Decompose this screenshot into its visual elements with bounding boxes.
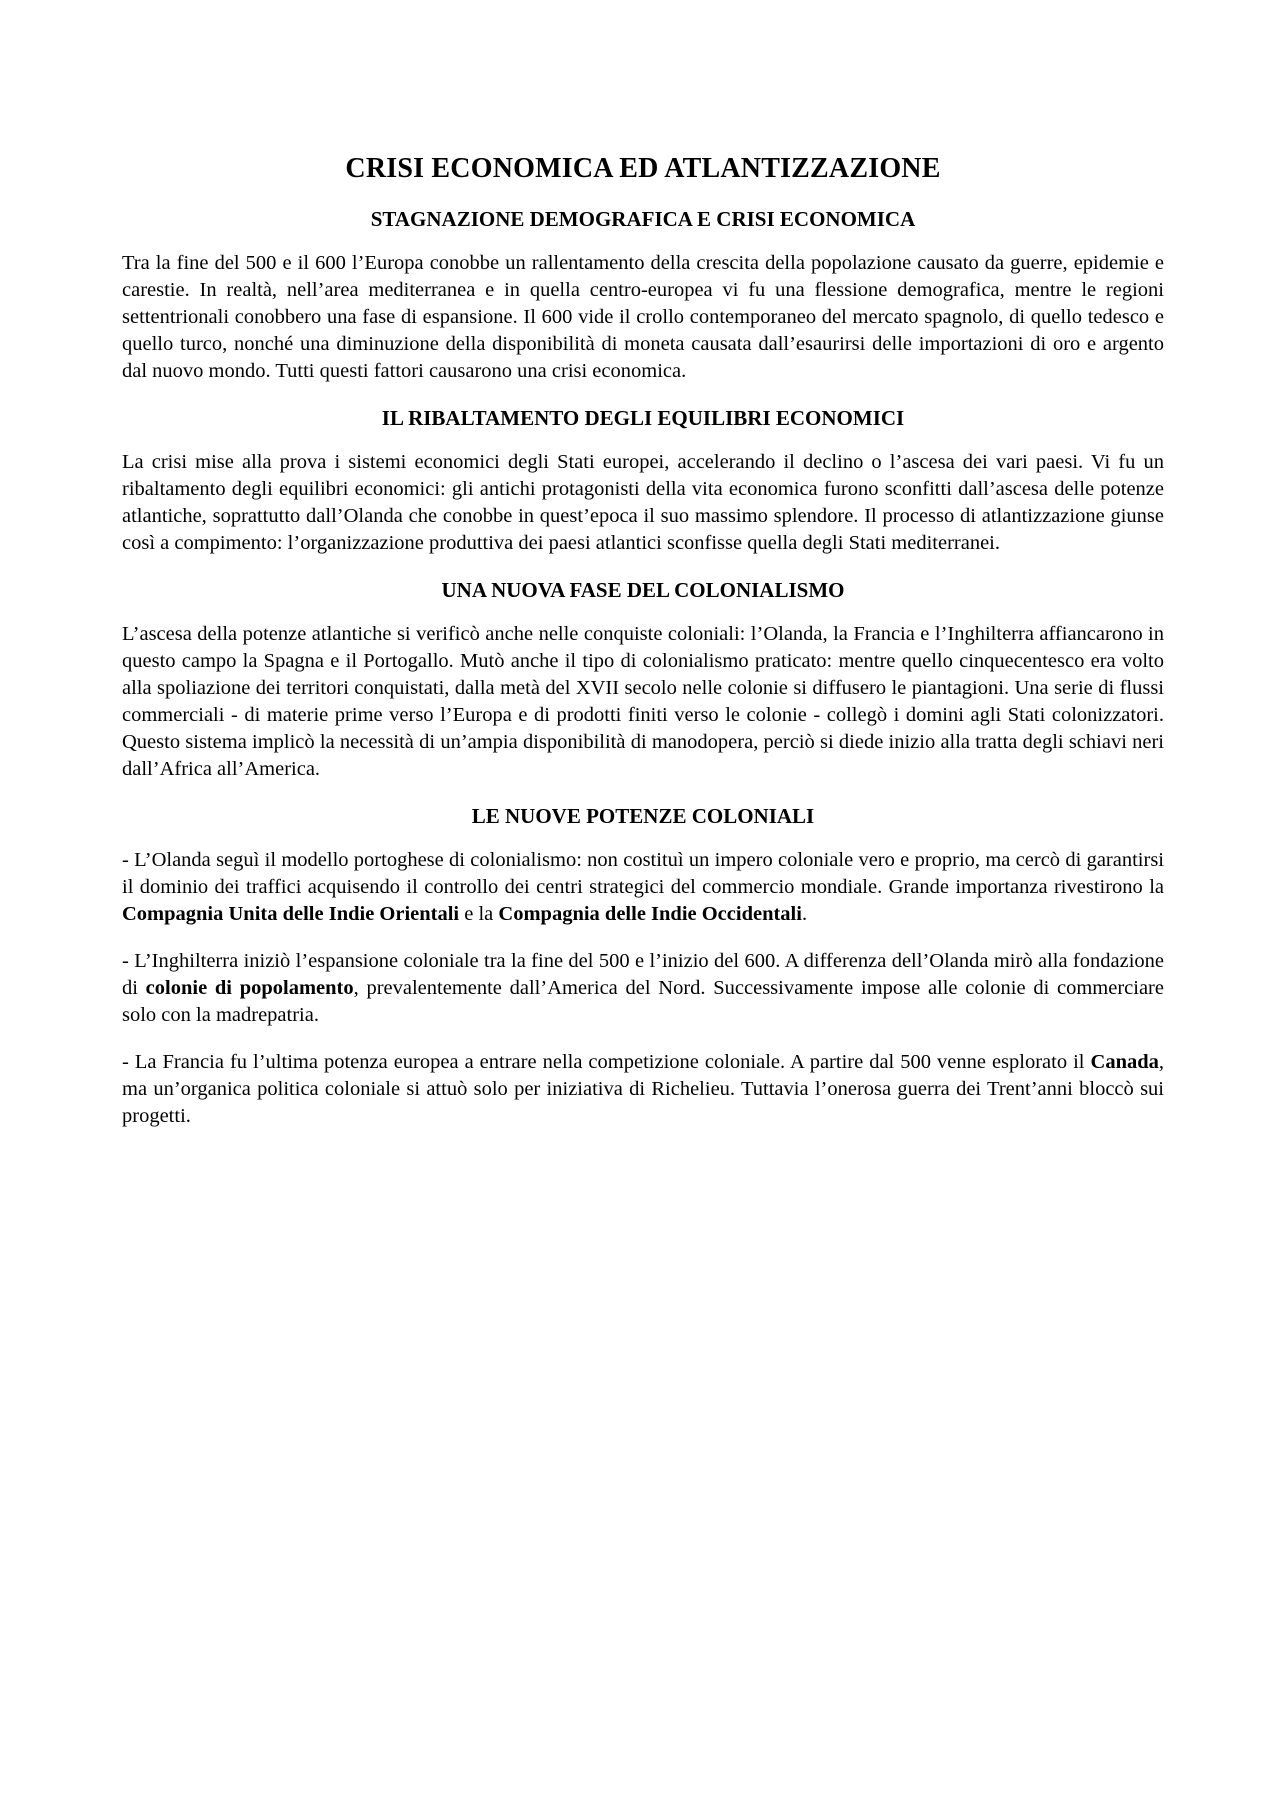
bold-term: Compagnia Unita delle Indie Orientali bbox=[122, 903, 460, 925]
document-title: CRISI ECONOMICA ED ATLANTIZZAZIONE bbox=[345, 153, 941, 184]
section-stagnazione bbox=[122, 206, 1164, 385]
section-heading: LE NUOVE POTENZE COLONIALI bbox=[471, 804, 815, 828]
section-heading: UNA NUOVA FASE DEL COLONIALISMO bbox=[441, 578, 845, 602]
section-paragraph: La crisi mise alla prova i sistemi economici degli Stati europei, accelerando il declino o l’ascesa dei vari paesi. Vi fu un ribaltamento degli equilibri economici: gli antichi protagonisti della vita economica furono sconfitti dall’ascesa delle potenze atlantiche, soprattutto dall’Olanda che conobbe in quest’epoca il suo massimo splendore. Il processo di atlantizzazione giunse così a compimento: l’organizzazione produttiva dei paesi atlantici sconfisse quella degli Stati mediterranei. bbox=[122, 451, 1164, 554]
text-run: , prevalentemente dall’America del Nord. Successivamente impose alle colonie di commerciare solo con la madrepatria. bbox=[122, 977, 1164, 1026]
section-paragraph: L’ascesa della potenze atlantiche si verificò anche nelle conquiste coloniali: l’Olanda, la Francia e l’Inghilterra affiancarono in questo campo la Spagna e il Portogallo. Mutò anche il tipo di colonialismo praticato: mentre quello cinquecentesco era volto alla spoliazione dei territori conquistati, dalla metà del XVII secolo nelle colonie si diffusero le piantagioni. Una serie di flussi commerciali - di materie prime verso l’Europa e di prodotti finiti verso le colonie - collegò i domini agli Stati colonizzatori. Questo sistema implicò la necessità di un’ampia disponibilità di manodopera, perciò si diede inizio alla tratta degli schiavi neri dall’Africa all’America. bbox=[122, 623, 1164, 780]
bold-term: Canada bbox=[1090, 1051, 1159, 1073]
paragraph-olanda bbox=[122, 847, 1164, 928]
section-heading: STAGNAZIONE DEMOGRAFICA E CRISI ECONOMICA bbox=[370, 207, 916, 231]
paragraph-inghilterra bbox=[122, 948, 1164, 1029]
bold-term: Compagnia delle Indie Occidentali bbox=[498, 903, 802, 925]
section-potenze-coloniali bbox=[122, 803, 1164, 1130]
paragraph-francia bbox=[122, 1049, 1164, 1130]
text-run: , ma un’organica politica coloniale si attuò solo per iniziativa di Richelieu. Tuttavia l’onerosa guerra dei Trent’anni bloccò sui progetti. bbox=[122, 1051, 1164, 1127]
text-run: e la bbox=[459, 903, 499, 925]
text-run: - L’Inghilterra iniziò l’espansione coloniale tra la fine del 500 e l’inizio del 600. A differenza dell’Olanda mirò alla fondazione di bbox=[122, 950, 1164, 999]
text-run: . bbox=[801, 903, 808, 925]
text-run: - L’Olanda seguì il modello portoghese di colonialismo: non costituì un impero coloniale vero e proprio, ma cercò di garantirsi il dominio dei traffici acquisendo il controllo dei centri strategici del commercio mondiale. Grande importanza rivestirono la bbox=[122, 849, 1164, 898]
bold-term: colonie di popolamento bbox=[145, 977, 354, 999]
section-ribaltamento bbox=[122, 405, 1164, 557]
text-run: - La Francia fu l’ultima potenza europea a entrare nella competizione coloniale. A partire dal 500 venne esplorato il bbox=[122, 1051, 1091, 1073]
section-colonialismo bbox=[122, 577, 1164, 783]
section-heading: IL RIBALTAMENTO DEGLI EQUILIBRI ECONOMICI bbox=[381, 406, 905, 430]
section-paragraph: Tra la fine del 500 e il 600 l’Europa conobbe un rallentamento della crescita della popolazione causato da guerre, epidemie e carestie. In realtà, nell’area mediterranea e in quella centro-europea vi fu una flessione demografica, mentre le regioni settentrionali conobbero una fase di espansione. Il 600 vide il crollo contemporaneo del mercato spagnolo, di quello tedesco e quello turco, nonché una diminuzione della disponibilità di moneta causata dall’esaurirsi delle importazioni di oro e argento dal nuovo mondo. Tutti questi fattori causarono una crisi economica. bbox=[122, 252, 1164, 382]
